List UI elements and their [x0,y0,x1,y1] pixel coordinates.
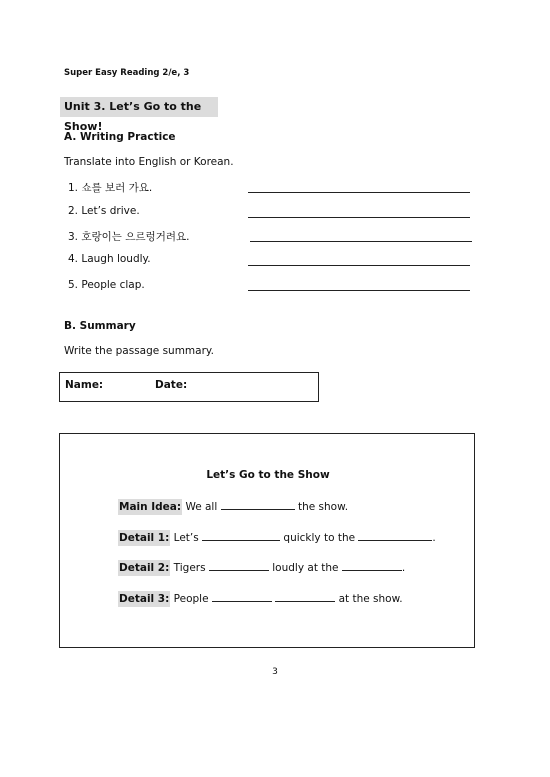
detail-1-blank-1[interactable] [202,530,280,541]
detail-2-blank-1[interactable] [209,560,269,571]
main-idea-blank[interactable] [221,499,295,510]
name-date-box [59,372,319,402]
detail-2-row [118,560,405,574]
name-label: Name: [65,379,104,391]
detail-2-label: Detail 2: [119,562,170,574]
detail-2-text-2: loudly at the [272,562,339,574]
practice-item-4: 4. Laugh loudly. [68,253,151,265]
section-b-instruction: Write the passage summary. [64,345,214,357]
answer-line-5[interactable] [248,290,470,291]
detail-3-label: Detail 3: [119,593,170,605]
practice-item-5: 5. People clap. [68,279,145,291]
date-label: Date: [155,379,188,391]
practice-item-3: 3. 호랑이는 으르렁거려요. [68,231,190,243]
summary-title: Let’s Go to the Show [206,469,330,481]
detail-2-text-1: Tigers [173,562,206,574]
detail-3-text-2: at the show. [338,593,403,605]
answer-line-1[interactable] [248,192,470,193]
main-idea-text-2: the show. [297,501,349,513]
detail-2-text-3: . [401,562,406,574]
answer-line-3[interactable] [250,241,472,242]
book-header: Super Easy Reading 2/e, 3 [64,68,190,78]
main-idea-label: Main Idea: [119,501,182,513]
unit-title: Unit 3. Let’s Go to the Show! [60,97,218,117]
detail-3-blank-2[interactable] [275,591,335,602]
section-a-title: A. Writing Practice [64,131,176,143]
section-b-title: B. Summary [64,320,136,332]
detail-1-label: Detail 1: [119,532,170,544]
practice-item-1: 1. 쇼를 보러 가요. [68,182,153,194]
detail-3-text-1: People [173,593,209,605]
detail-2-blank-2[interactable] [342,560,402,571]
main-idea-text-1: We all [185,501,218,513]
detail-3-row [118,591,403,605]
detail-1-text-3: . [432,532,436,544]
answer-line-4[interactable] [248,265,470,266]
detail-3-blank-1[interactable] [212,591,272,602]
section-a-instruction: Translate into English or Korean. [64,156,234,168]
page-number: 3 [272,667,278,677]
detail-1-row [118,530,436,544]
detail-1-blank-2[interactable] [358,530,432,541]
detail-1-text-1: Let’s [173,532,199,544]
summary-frame [59,433,475,648]
detail-1-text-2: quickly to the [283,532,356,544]
answer-line-2[interactable] [248,217,470,218]
practice-item-2: 2. Let’s drive. [68,205,140,217]
main-idea-row [118,499,348,513]
